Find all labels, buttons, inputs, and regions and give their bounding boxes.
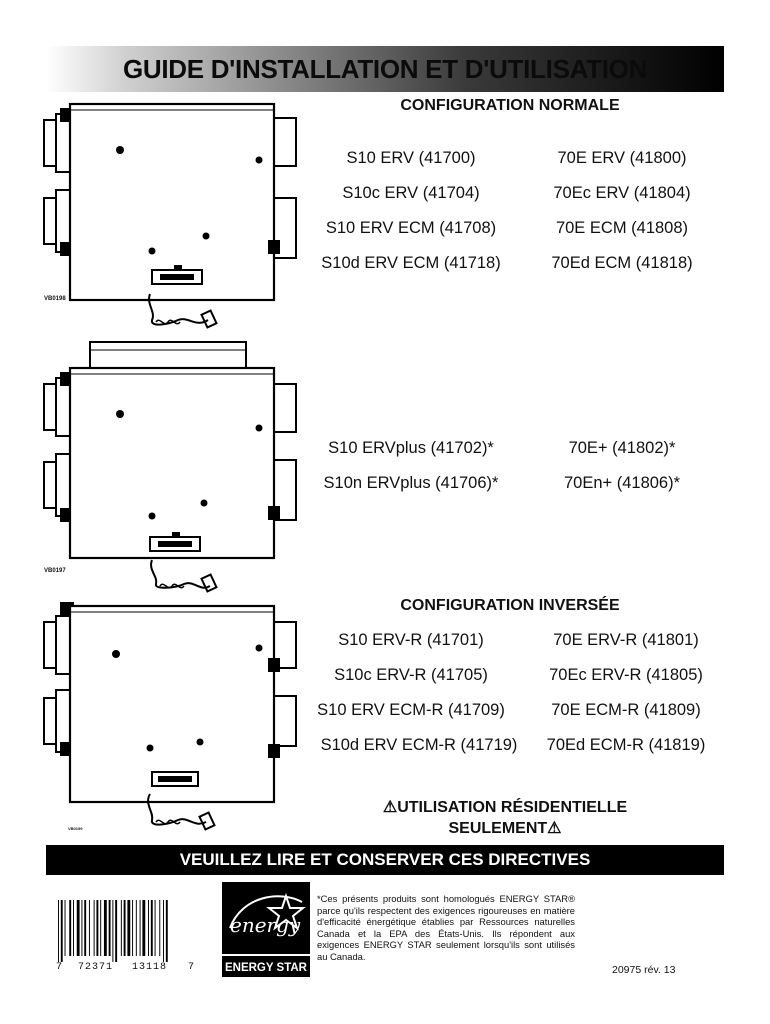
model-normal-right-3: 70E ECM (41808) <box>555 219 689 237</box>
section-heading-normal: CONFIGURATION NORMALE <box>400 97 620 114</box>
model-reverse-right-1: 70E ERV-R (41801) <box>553 631 699 649</box>
model-plus-right-1: 70E+ (41802)* <box>568 439 676 457</box>
energy-star-footnote: *Ces présents produits sont homologués ENERGY STAR® parce qu'ils respectent des exigences rigoureuses en matière d'efficacité énergétique établies par Ressources naturelles Canada et la EPA des États-Unis. Ils répondent aux exigences ENERGY STAR seulement lorsqu'ils sont utilisés au Canada. <box>317 893 575 962</box>
warning-line-2: SEULEMENT <box>448 820 548 837</box>
section-heading-reverse: CONFIGURATION INVERSÉE <box>400 597 620 614</box>
model-reverse-right-4: 70Ed ECM-R (41819) <box>546 736 706 754</box>
model-normal-left-3: S10 ERV ECM (41708) <box>325 219 497 237</box>
warning-triangle-icon: ⚠ <box>382 799 398 816</box>
energy-star-logo <box>222 882 310 977</box>
instructions-banner-text: VEUILLEZ LIRE ET CONSERVER CES DIRECTIVES <box>179 850 591 869</box>
barcode-digit-left: 7 <box>56 962 63 973</box>
barcode-digits-1: 72371 <box>78 962 114 973</box>
model-normal-right-2: 70Ec ERV (41804) <box>553 184 691 202</box>
diagram-label-reverse: VB0199 <box>68 826 83 831</box>
barcode-digit-right: 7 <box>188 962 195 973</box>
energy-star-script: energy <box>230 913 301 937</box>
model-reverse-left-4: S10d ERV ECM-R (41719) <box>320 736 518 754</box>
model-normal-left-1: S10 ERV (41700) <box>346 149 476 167</box>
model-plus-left-1: S10 ERVplus (41702)* <box>328 439 494 457</box>
model-reverse-left-2: S10c ERV-R (41705) <box>334 666 488 684</box>
residential-use-warning <box>340 797 670 839</box>
model-plus-left-2: S10n ERVplus (41706)* <box>323 474 499 492</box>
unit-diagram-reverse <box>38 598 308 838</box>
barcode-bars <box>50 900 200 962</box>
model-normal-left-2: S10c ERV (41704) <box>342 184 480 202</box>
warning-line-1: UTILISATION RÉSIDENTIELLE <box>397 799 628 816</box>
title-bar <box>46 46 724 92</box>
barcode-digits-2: 13118 <box>132 962 168 973</box>
instructions-banner <box>46 845 724 875</box>
model-reverse-left-3: S10 ERV ECM-R (41709) <box>317 701 505 719</box>
model-normal-right-1: 70E ERV (41800) <box>557 149 687 167</box>
document-title: GUIDE D'INSTALLATION ET D'UTILISATION <box>122 54 648 84</box>
document-revision: 20975 rév. 13 <box>612 964 676 976</box>
model-reverse-left-1: S10 ERV-R (41701) <box>338 631 484 649</box>
diagram-label-normal: VB0198 <box>44 296 66 302</box>
diagram-label-plus: VB0197 <box>44 568 66 574</box>
model-reverse-right-2: 70Ec ERV-R (41805) <box>549 666 703 684</box>
model-plus-right-2: 70En+ (41806)* <box>563 474 681 492</box>
unit-diagram-normal <box>38 98 308 338</box>
model-reverse-right-3: 70E ECM-R (41809) <box>551 701 701 719</box>
model-normal-right-4: 70Ed ECM (41818) <box>551 254 693 272</box>
unit-diagram-plus <box>38 338 308 602</box>
energy-star-label: ENERGY STAR <box>224 962 308 974</box>
model-normal-left-4: S10d ERV ECM (41718) <box>321 254 501 272</box>
barcode <box>50 900 200 976</box>
warning-triangle-icon: ⚠ <box>547 820 562 837</box>
